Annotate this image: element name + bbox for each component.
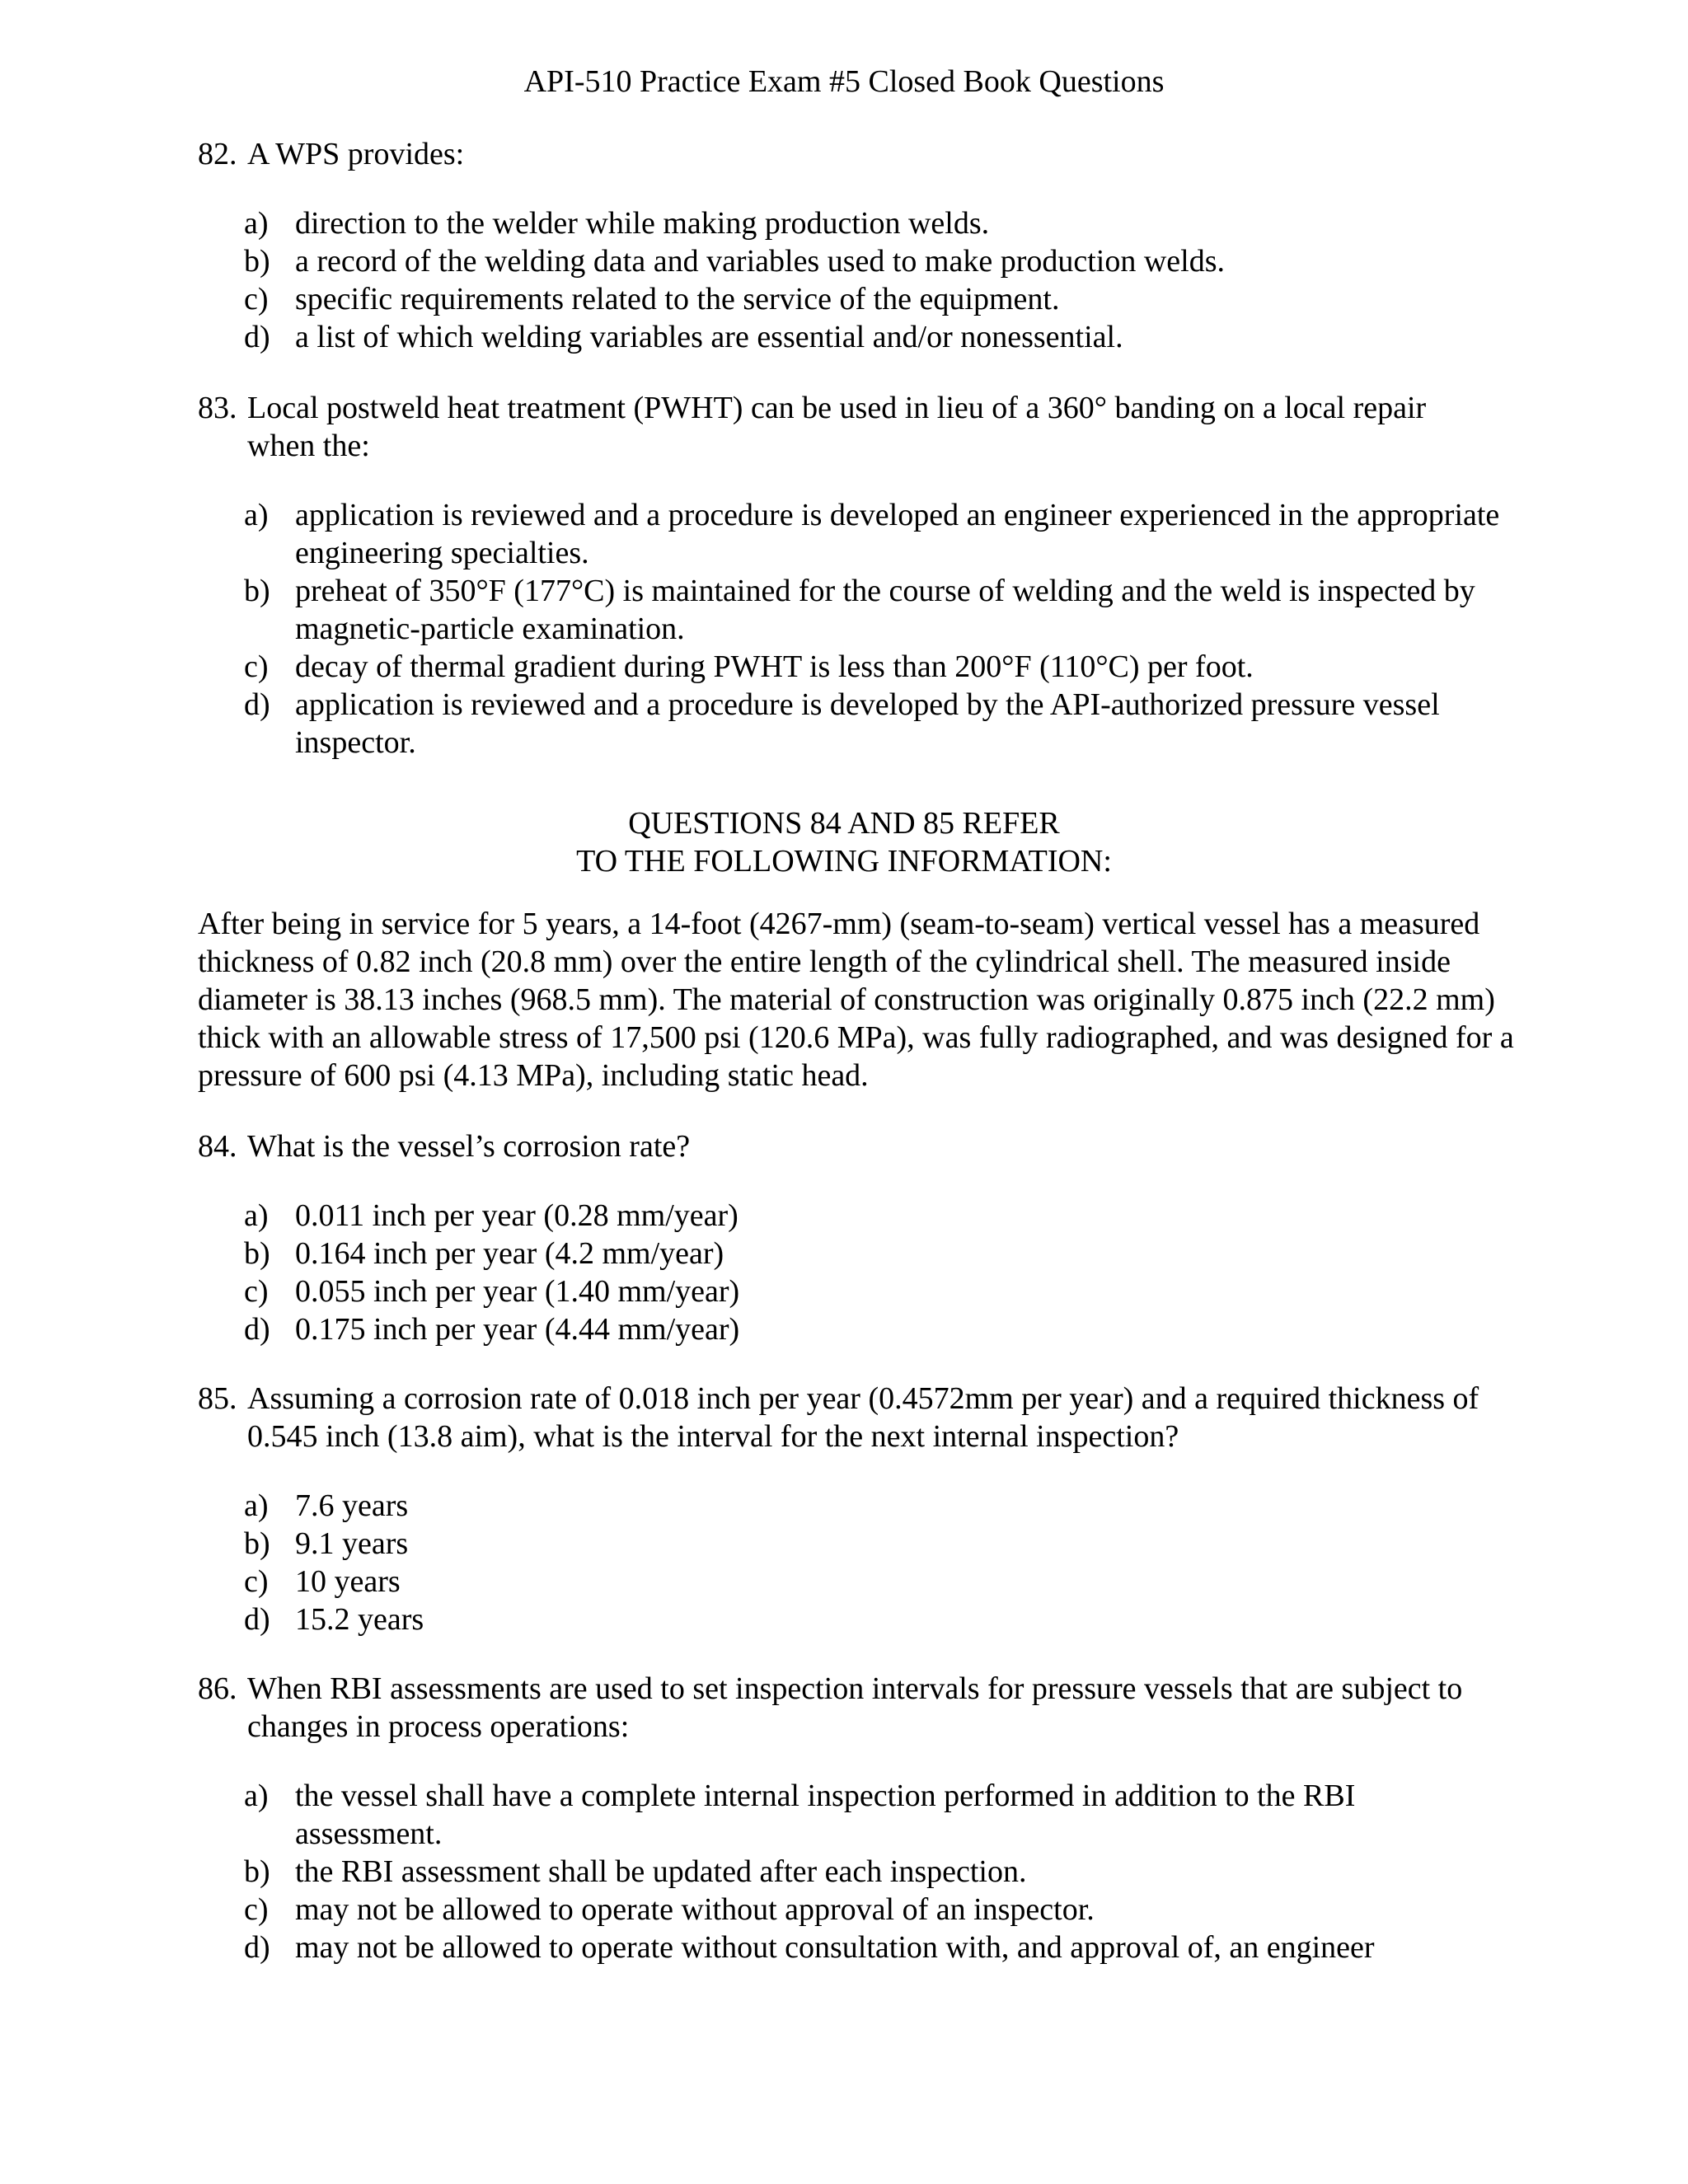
question-number: 83. xyxy=(198,391,237,425)
answer-option-b xyxy=(244,1235,1500,1272)
answer-option-d xyxy=(244,1929,1500,1966)
option-text: a record of the welding data and variables used to make production welds. xyxy=(295,244,1226,279)
answer-option-c xyxy=(244,1891,1500,1929)
question-number: 82. xyxy=(198,137,237,171)
option-letter: a) xyxy=(244,1198,269,1233)
option-letter: d) xyxy=(244,1930,270,1965)
page-title: API-510 Practice Exam #5 Closed Book Questions xyxy=(523,64,1165,99)
question-text: What is the vessel’s corrosion rate? xyxy=(247,1129,691,1164)
question-stem xyxy=(198,1670,1500,1746)
question-text: When RBI assessments are used to set inspection intervals for pressure vessels that are subject to changes in process operations: xyxy=(247,1671,1463,1744)
answer-option-d xyxy=(244,1601,1500,1638)
option-letter: a) xyxy=(244,206,269,241)
option-text: 10 years xyxy=(295,1564,401,1599)
option-letter: b) xyxy=(244,244,270,279)
option-text: may not be allowed to operate without approval of an inspector. xyxy=(295,1892,1095,1927)
option-letter: d) xyxy=(244,1312,270,1347)
question-stem xyxy=(198,135,1500,173)
refer-heading-line: QUESTIONS 84 AND 85 REFER xyxy=(628,806,1060,841)
questions-refer-heading xyxy=(0,804,1688,880)
answer-option-b xyxy=(244,1525,1500,1563)
answer-option-a xyxy=(244,204,1500,242)
option-text: 0.175 inch per year (4.44 mm/year) xyxy=(295,1312,740,1347)
question-stem xyxy=(198,1127,1500,1165)
option-text: preheat of 350°F (177°C) is maintained for the course of welding and the weld is inspected by magnetic-particle examination. xyxy=(295,574,1475,646)
question-text: Assuming a corrosion rate of 0.018 inch per year (0.4572mm per year) and a required thickness of 0.545 inch (13.8 aim), what is the interval for the next internal inspection? xyxy=(247,1381,1479,1454)
answer-options xyxy=(198,496,1500,762)
vessel-info-paragraph: After being in service for 5 years, a 14-foot (4267-mm) (seam-to-seam) vertical vessel has a measured thickness of 0.82 inch (20.8 mm) over the entire length of the cylindrical shell. The measured inside diameter is 38.13 inches (968.5 mm). The material of construction was originally 0.875 inch (22.2 mm) thick with an allowable stress of 17,500 psi (120.6 MPa), was fully radiographed, and was designed for a pressure of 600 psi (4.13 MPa), including static head. xyxy=(198,907,1514,1093)
answer-option-a xyxy=(244,1777,1500,1853)
question-number: 84. xyxy=(198,1129,237,1164)
option-letter: a) xyxy=(244,1488,269,1523)
answer-options xyxy=(198,1487,1500,1638)
option-letter: b) xyxy=(244,1854,270,1889)
answer-option-a xyxy=(244,1197,1500,1235)
question-stem xyxy=(198,1380,1500,1455)
answer-option-d xyxy=(244,686,1500,762)
option-text: 0.011 inch per year (0.28 mm/year) xyxy=(295,1198,738,1233)
option-letter: c) xyxy=(244,282,269,316)
answer-option-b xyxy=(244,242,1500,280)
answer-option-c xyxy=(244,1563,1500,1601)
option-letter: c) xyxy=(244,1274,269,1309)
option-letter: a) xyxy=(244,1779,269,1813)
option-text: 0.055 inch per year (1.40 mm/year) xyxy=(295,1274,740,1309)
option-text: a list of which welding variables are essential and/or nonessential. xyxy=(295,320,1123,354)
answer-option-a xyxy=(244,496,1500,572)
option-text: application is reviewed and a procedure is developed an engineer experienced in the appropriate engineering specialties. xyxy=(295,498,1500,570)
option-letter: c) xyxy=(244,1564,269,1599)
question-text: A WPS provides: xyxy=(247,137,465,171)
option-letter: d) xyxy=(244,1602,270,1637)
answer-option-c xyxy=(244,1272,1500,1310)
option-letter: a) xyxy=(244,498,269,532)
option-text: the RBI assessment shall be updated after each inspection. xyxy=(295,1854,1027,1889)
option-text: 9.1 years xyxy=(295,1526,409,1561)
option-text: may not be allowed to operate without consultation with, and approval of, an engineer xyxy=(295,1930,1375,1965)
option-letter: d) xyxy=(244,687,270,722)
option-text: application is reviewed and a procedure is developed by the API-authorized pressure vessel inspector. xyxy=(295,687,1440,760)
option-text: 7.6 years xyxy=(295,1488,409,1523)
answer-option-a xyxy=(244,1487,1500,1525)
question-stem xyxy=(198,389,1500,465)
question-84 xyxy=(198,1127,1500,1348)
question-82 xyxy=(198,135,1500,356)
option-text: decay of thermal gradient during PWHT is less than 200°F (110°C) per foot. xyxy=(295,649,1254,684)
question-85 xyxy=(198,1380,1500,1638)
option-letter: c) xyxy=(244,1892,269,1927)
option-text: 15.2 years xyxy=(295,1602,424,1637)
question-number: 86. xyxy=(198,1671,237,1706)
option-text: specific requirements related to the service of the equipment. xyxy=(295,282,1060,316)
question-83 xyxy=(198,389,1500,762)
option-letter: b) xyxy=(244,574,270,608)
answer-option-b xyxy=(244,572,1500,648)
answer-options xyxy=(198,1197,1500,1348)
refer-heading-line: TO THE FOLLOWING INFORMATION: xyxy=(576,844,1112,879)
answer-option-c xyxy=(244,648,1500,686)
option-text: 0.164 inch per year (4.2 mm/year) xyxy=(295,1236,724,1271)
question-text: Local postweld heat treatment (PWHT) can be used in lieu of a 360° banding on a local repair when the: xyxy=(247,391,1427,463)
question-86 xyxy=(198,1670,1500,1966)
option-text: direction to the welder while making production welds. xyxy=(295,206,990,241)
answer-options xyxy=(198,1777,1500,1966)
answer-option-d xyxy=(244,1310,1500,1348)
option-text: the vessel shall have a complete internal inspection performed in addition to the RBI assessment. xyxy=(295,1779,1356,1851)
option-letter: c) xyxy=(244,649,269,684)
question-number: 85. xyxy=(198,1381,237,1416)
option-letter: b) xyxy=(244,1526,270,1561)
answer-option-c xyxy=(244,280,1500,318)
answer-options xyxy=(198,204,1500,356)
answer-option-b xyxy=(244,1853,1500,1891)
option-letter: b) xyxy=(244,1236,270,1271)
answer-option-d xyxy=(244,318,1500,356)
option-letter: d) xyxy=(244,320,270,354)
